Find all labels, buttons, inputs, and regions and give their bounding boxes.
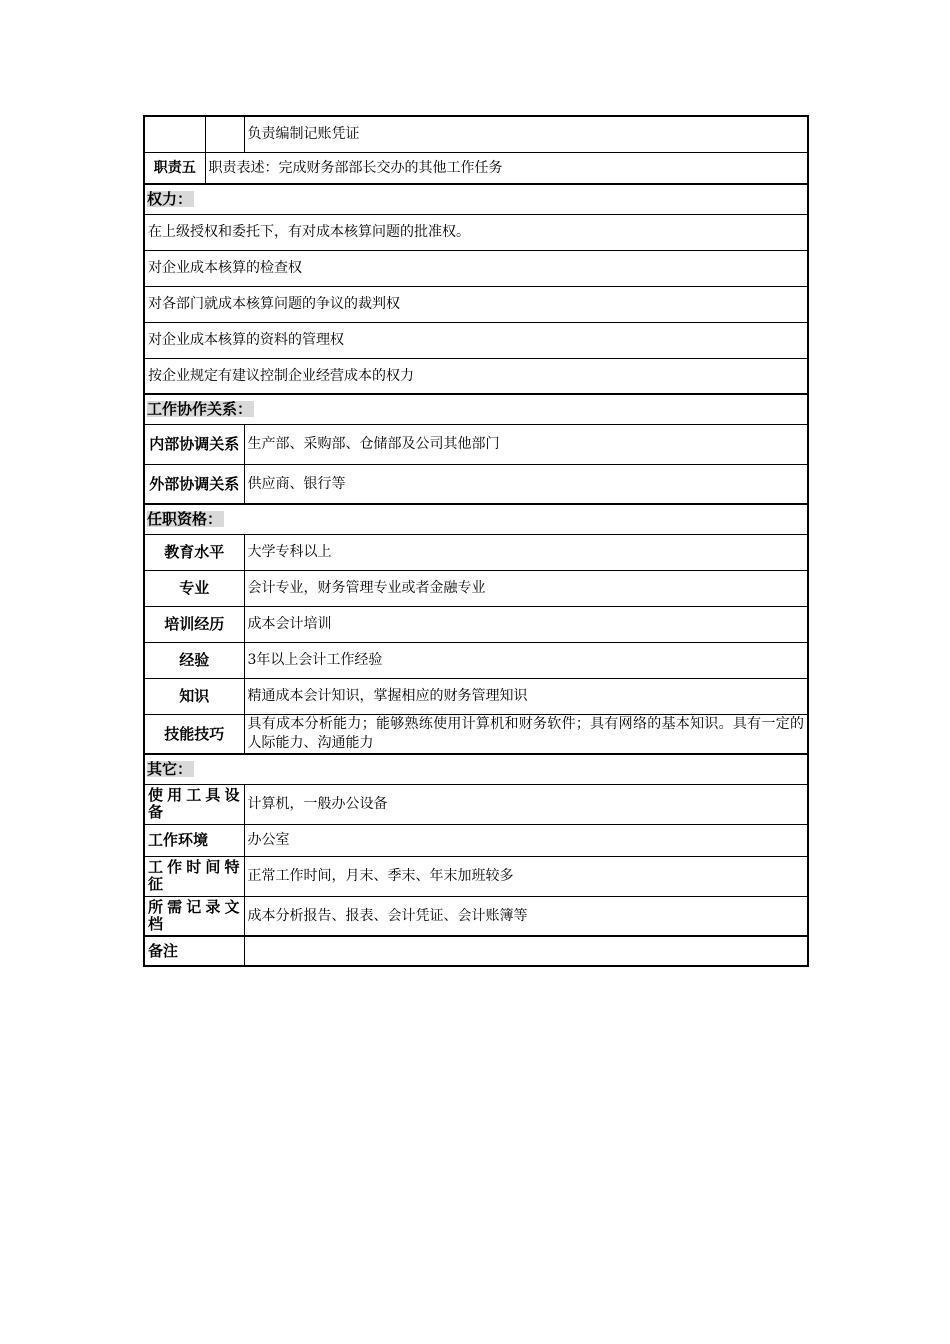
qualification-row: [144, 570, 808, 606]
other-value: 成本分析报告、报表、会计凭证、会计账簿等: [244, 896, 808, 936]
duty-five-label: 职责五: [144, 152, 205, 184]
qualification-label: 培训经历: [144, 606, 244, 642]
qualification-label: 教育水平: [144, 534, 244, 570]
authority-item-text: 对企业成本核算的检查权: [144, 250, 808, 286]
authority-title: 权力：: [147, 190, 193, 209]
relation-value: 生产部、采购部、仓储部及公司其他部门: [244, 424, 808, 464]
authority-item: [144, 358, 808, 394]
authority-item: [144, 286, 808, 322]
authority-section-header: [144, 184, 808, 214]
relations-section-header: [144, 394, 808, 424]
other-value: 正常工作时间，月末、季末、年末加班较多: [244, 856, 808, 896]
duty-five-row: [144, 152, 808, 184]
duty-five-text: 职责表述：完成财务部部长交办的其他工作任务: [205, 152, 808, 184]
qualification-row: [144, 642, 808, 678]
other-row: [144, 784, 808, 824]
qualification-value: 成本会计培训: [244, 606, 808, 642]
qualification-value: 具有成本分析能力；能够熟练使用计算机和财务软件；具有网络的基本知识。具有一定的人际能力、沟通能力: [244, 714, 808, 754]
remarks-row: [144, 936, 808, 966]
relation-label: 内部协调关系: [144, 424, 244, 464]
other-label: 所需记录文档: [144, 896, 244, 936]
remarks-label: 备注: [144, 936, 244, 966]
others-section-header: [144, 754, 808, 784]
other-label: 工作环境: [144, 824, 244, 856]
qualification-row: [144, 678, 808, 714]
blank-cell: [205, 116, 244, 152]
relation-row-external: [144, 464, 808, 504]
qualification-label: 知识: [144, 678, 244, 714]
authority-item-text: 对企业成本核算的资料的管理权: [144, 322, 808, 358]
other-row: [144, 896, 808, 936]
remarks-value: [244, 936, 808, 966]
other-value: 计算机，一般办公设备: [244, 784, 808, 824]
others-title: 其它：: [147, 760, 193, 779]
qualification-value: 会计专业，财务管理专业或者金融专业: [244, 570, 808, 606]
qualification-value: 精通成本会计知识，掌握相应的财务管理知识: [244, 678, 808, 714]
relations-title: 工作协作关系：: [147, 400, 253, 419]
other-row: [144, 824, 808, 856]
qualification-row: [144, 606, 808, 642]
qualification-label: 技能技巧: [144, 714, 244, 754]
authority-item-text: 按企业规定有建议控制企业经营成本的权力: [144, 358, 808, 394]
authority-item: [144, 322, 808, 358]
qualifications-title: 任职资格：: [147, 510, 223, 529]
authority-item: [144, 250, 808, 286]
authority-item-text: 对各部门就成本核算问题的争议的裁判权: [144, 286, 808, 322]
other-row: [144, 856, 808, 896]
qualification-label: 专业: [144, 570, 244, 606]
duty-text: 负责编制记账凭证: [244, 116, 808, 152]
blank-cell: [144, 116, 205, 152]
other-label: 工作时间特征: [144, 856, 244, 896]
job-description-document: [143, 115, 807, 967]
qualifications-section-header: [144, 504, 808, 534]
qualification-label: 经验: [144, 642, 244, 678]
relation-value: 供应商、银行等: [244, 464, 808, 504]
duty-continuation-row: [144, 116, 808, 152]
qualification-value: 3年以上会计工作经验: [244, 642, 808, 678]
authority-item-text: 在上级授权和委托下，有对成本核算问题的批准权。: [144, 214, 808, 250]
relation-row-internal: [144, 424, 808, 464]
qualification-row: [144, 714, 808, 754]
other-label: 使用工具设备: [144, 784, 244, 824]
qualification-row: [144, 534, 808, 570]
authority-item: [144, 214, 808, 250]
job-description-table: [143, 115, 809, 967]
relation-label: 外部协调关系: [144, 464, 244, 504]
other-value: 办公室: [244, 824, 808, 856]
qualification-value: 大学专科以上: [244, 534, 808, 570]
